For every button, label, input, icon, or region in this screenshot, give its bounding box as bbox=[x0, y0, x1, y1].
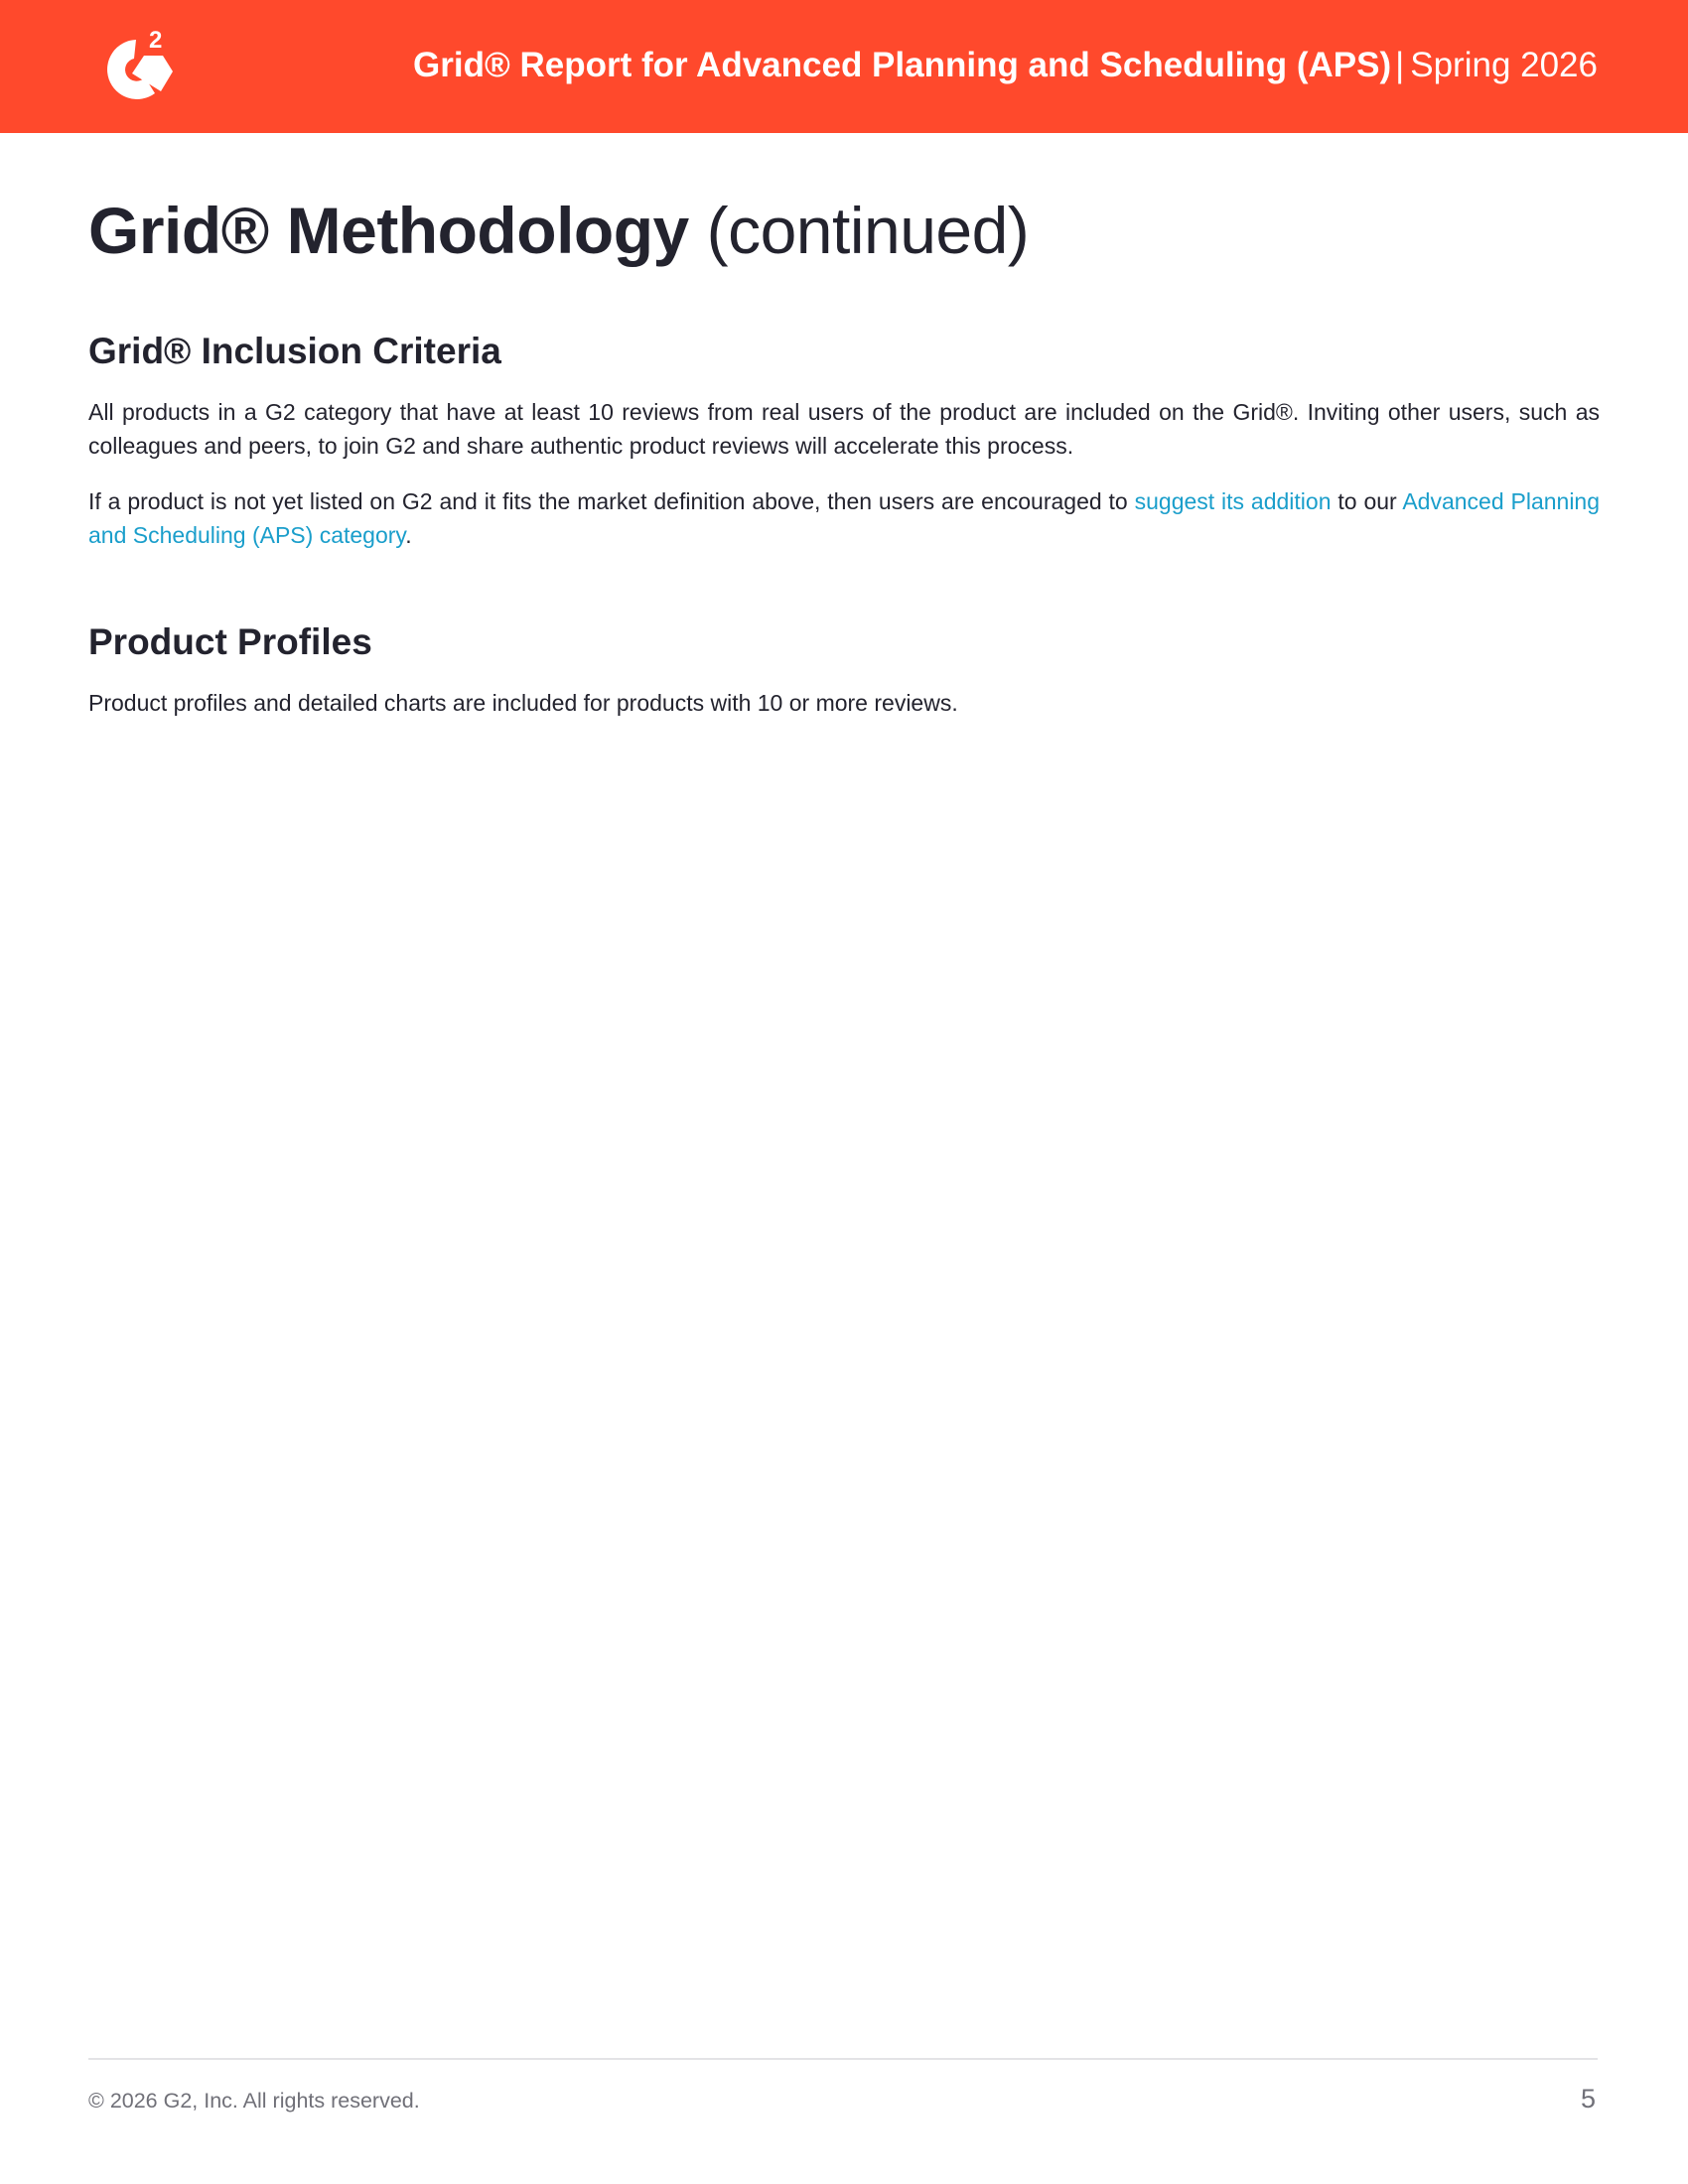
suggest-addition-link[interactable]: suggest its addition bbox=[1134, 488, 1332, 514]
page-title bbox=[88, 191, 1029, 270]
report-header bbox=[0, 0, 1688, 133]
inclusion-paragraph-2 bbox=[88, 485, 1600, 552]
inclusion-paragraph-2-text: If a product is not yet listed on G2 and it fits the market definition above, then users are encouraged to bbox=[88, 488, 1135, 514]
report-title bbox=[413, 44, 1598, 87]
report-season: Spring 2026 bbox=[1410, 46, 1598, 84]
inclusion-paragraph-2-end: . bbox=[405, 521, 412, 548]
g2-logo-icon bbox=[89, 26, 173, 109]
footer-divider bbox=[88, 2058, 1598, 2060]
page-title-bold: Grid® Methodology bbox=[88, 194, 689, 267]
inclusion-paragraph-1: All products in a G2 category that have at least 10 reviews from real users of the product are included on the Grid®. Inviting other users, such as colleagues and peers, to join G2 and share authentic product reviews will accelerate this process. bbox=[88, 399, 1600, 459]
product-profiles-paragraph: Product profiles and detailed charts are included for products with 10 or more reviews. bbox=[88, 690, 958, 716]
aps-category-link[interactable]: Advanced Planning and Scheduling (APS) category bbox=[88, 488, 1601, 548]
page-number: 5 bbox=[1580, 2084, 1596, 2114]
footer-copyright: © 2026 G2, Inc. All rights reserved. bbox=[88, 2089, 420, 2113]
title-separator: | bbox=[1395, 46, 1405, 84]
page-title-continued: (continued) bbox=[706, 194, 1030, 267]
section-heading-product-profiles: Product Profiles bbox=[88, 621, 372, 662]
inclusion-paragraph-2-mid: to our bbox=[1331, 488, 1403, 514]
svg-text:2: 2 bbox=[149, 27, 163, 54]
report-title-text: Grid® Report for Advanced Planning and Scheduling (APS) bbox=[413, 46, 1392, 84]
section-heading-inclusion-criteria: Grid® Inclusion Criteria bbox=[88, 331, 501, 371]
